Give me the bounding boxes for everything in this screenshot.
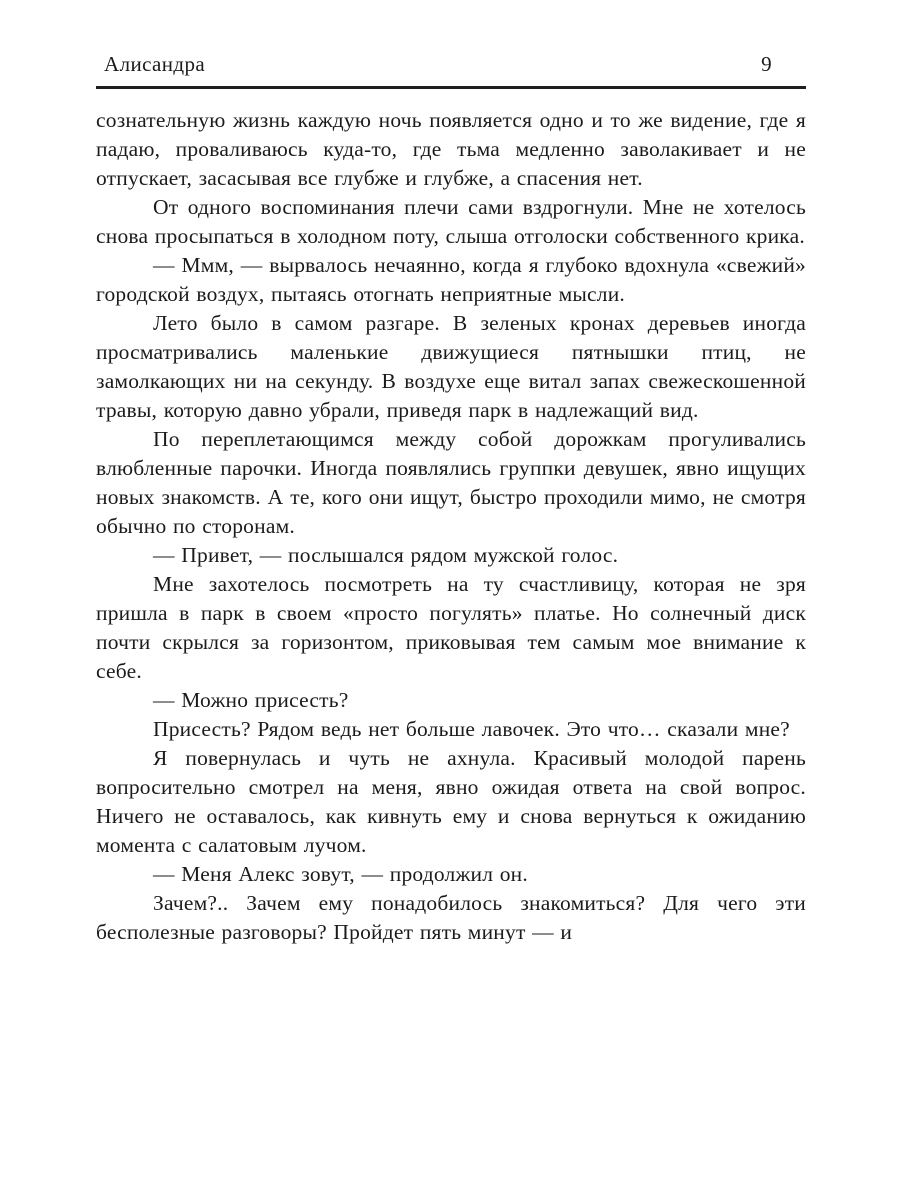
running-header-title: Алисандра <box>104 52 206 76</box>
paragraph: сознательную жизнь каждую ночь появляется одно и то же видение, где я падаю, проваливаюсь куда-то, где тьма медленно заволакивает и не отпускает, засасывая все глубже и глубже, а спасения нет. <box>96 108 806 190</box>
running-header <box>96 52 806 86</box>
page-number: 9 <box>761 52 772 76</box>
page-body <box>96 89 806 947</box>
paragraph: Присесть? Рядом ведь нет больше лавочек. Это что… сказали мне? <box>153 717 790 741</box>
paragraph: — Меня Алекс зовут, — продолжил он. <box>153 862 528 886</box>
paragraph: Мне захотелось посмотреть на ту счастливицу, которая не зря пришла в парк в своем «просто погулять» платье. Но солнечный диск почти скрылся за горизонтом, приковывая тем самым мое внимание к себе. <box>96 572 806 683</box>
paragraph: Лето было в самом разгаре. В зеленых кронах деревьев иногда просматривались маленькие движущиеся пятнышки птиц, не замолкающих ни на секунду. В воздухе еще витал запах свежескошенной травы, которую давно убрали, приведя парк в надлежащий вид. <box>96 311 806 422</box>
paragraph: Я повернулась и чуть не ахнула. Красивый молодой парень вопросительно смотрел на меня, явно ожидая ответа на свой вопрос. Ничего не оставалось, как кивнуть ему и снова вернуться к ожиданию момента с салатовым лучом. <box>96 746 806 857</box>
paragraph: — Привет, — послышался рядом мужской голос. <box>153 543 619 567</box>
paragraph: — Ммм, — вырвалось нечаянно, когда я глубоко вдохнула «свежий» городской воздух, пытаясь отогнать неприятные мысли. <box>96 253 806 306</box>
paragraph: — Можно присесть? <box>153 688 349 712</box>
paragraph: От одного воспоминания плечи сами вздрогнули. Мне не хотелось снова просыпаться в холодном поту, слыша отголоски собственного крика. <box>96 195 806 248</box>
paragraph: Зачем?.. Зачем ему понадобилось знакомиться? Для чего эти бесполезные разговоры? Пройдет пять минут — и <box>96 891 806 944</box>
paragraph: По переплетающимся между собой дорожкам прогуливались влюбленные парочки. Иногда появлялись группки девушек, явно ищущих новых знакомств. А те, кого они ищут, быстро проходили мимо, не смотря обычно по сторонам. <box>96 427 806 538</box>
